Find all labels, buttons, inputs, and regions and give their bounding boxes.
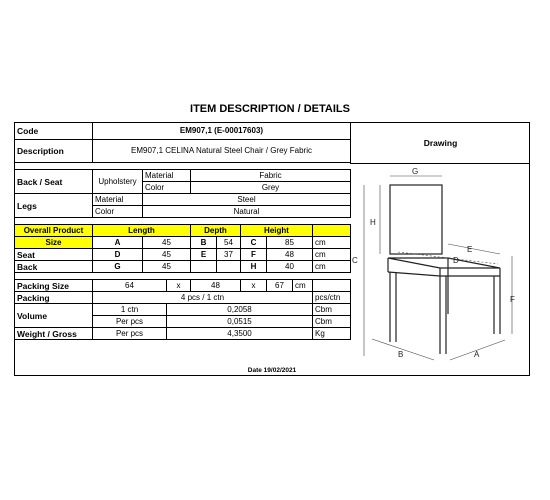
code-label: Code	[15, 123, 93, 140]
overall-unit: cm	[313, 237, 351, 249]
dim-c-letter: C	[241, 237, 267, 249]
volume-ctn-row	[15, 304, 351, 316]
overall-values-row	[15, 237, 351, 249]
weight-unit: Kg	[313, 328, 351, 340]
overall-label-line2: Size	[15, 237, 93, 249]
dim-g-value: 45	[143, 261, 191, 273]
seat-unit: cm	[313, 249, 351, 261]
back-seat-material-label: Material	[143, 170, 191, 182]
packing-size-length: 64	[93, 280, 167, 292]
legs-material-value: Steel	[143, 194, 351, 206]
description-row	[15, 140, 351, 163]
packing-label: Packing	[15, 292, 93, 304]
drawing-letter-d: D	[453, 256, 459, 265]
packing-size-row	[15, 280, 351, 292]
upholstery-label: Upholstery	[93, 170, 143, 194]
dim-b-value: 54	[217, 237, 241, 249]
packing-value: 4 pcs / 1 ctn	[93, 292, 313, 304]
packing-size-label: Packing Size	[15, 280, 93, 292]
legs-color-value: Natural	[143, 206, 351, 218]
back-seat-label: Back / Seat	[15, 170, 93, 194]
packing-size-x2: x	[241, 280, 267, 292]
overall-header-row	[15, 225, 351, 237]
dim-c-value: 85	[267, 237, 313, 249]
drawing-letter-e: E	[467, 245, 473, 254]
dim-b-letter: B	[191, 237, 217, 249]
drawing-letter-h: H	[370, 218, 376, 227]
dim-f-letter: F	[241, 249, 267, 261]
packing-size-x1: x	[167, 280, 191, 292]
volume-ctn-unit: Cbm	[313, 304, 351, 316]
spec-table	[14, 122, 351, 340]
dim-e-letter: E	[191, 249, 217, 261]
dim-h-letter: H	[241, 261, 267, 273]
drawing-letter-b: B	[398, 350, 404, 359]
legs-color-label: Color	[93, 206, 143, 218]
dim-d-value: 45	[143, 249, 191, 261]
legs-material-label: Material	[93, 194, 143, 206]
seat-row	[15, 249, 351, 261]
seat-label: Seat	[15, 249, 93, 261]
packing-size-height: 67	[267, 280, 293, 292]
dim-e-value: 37	[217, 249, 241, 261]
drawing-letter-a: A	[474, 350, 480, 359]
volume-pcs-unit: Cbm	[313, 316, 351, 328]
dim-a-value: 45	[143, 237, 191, 249]
dim-h-value: 40	[267, 261, 313, 273]
volume-ctn-label: 1 ctn	[93, 304, 167, 316]
chair-outline	[388, 185, 500, 354]
drawing-letter-f: F	[510, 295, 515, 304]
volume-ctn-value: 0,2058	[167, 304, 313, 316]
dim-d-letter: D	[93, 249, 143, 261]
volume-pcs-value: 0,0515	[167, 316, 313, 328]
description-value: EM907,1 CELINA Natural Steel Chair / Grey Fabric	[93, 140, 351, 163]
dim-g-letter: G	[93, 261, 143, 273]
dim-a-letter: A	[93, 237, 143, 249]
code-row	[15, 123, 351, 140]
legs-material-row	[15, 194, 351, 206]
date-footer: Date 19/02/2021	[247, 367, 297, 374]
height-label: Height	[241, 225, 313, 237]
weight-row	[15, 328, 351, 340]
weight-label: Weight / Gross	[15, 328, 93, 340]
depth-label: Depth	[191, 225, 241, 237]
packing-row	[15, 292, 351, 304]
overall-label-line1: Overall Product	[15, 225, 93, 237]
weight-value: 4,3500	[167, 328, 313, 340]
dim-f-value: 48	[267, 249, 313, 261]
volume-pcs-label: Per pcs	[93, 316, 167, 328]
volume-label: Volume	[15, 304, 93, 328]
back-seat-material-value: Fabric	[191, 170, 351, 182]
code-value: EM907,1 (E-00017603)	[93, 123, 351, 140]
packing-size-width: 48	[191, 280, 241, 292]
back-label: Back	[15, 261, 93, 273]
back-seat-color-label: Color	[143, 182, 191, 194]
packing-size-unit: cm	[293, 280, 313, 292]
weight-per-label: Per pcs	[93, 328, 167, 340]
legs-label: Legs	[15, 194, 93, 218]
page-title: ITEM DESCRIPTION / DETAILS	[190, 103, 350, 115]
back-row	[15, 261, 351, 273]
back-seat-color-value: Grey	[191, 182, 351, 194]
drawing-label: Drawing	[350, 122, 530, 164]
chair-drawing	[350, 164, 530, 364]
back-seat-material-row	[15, 170, 351, 182]
back-unit: cm	[313, 261, 351, 273]
description-label: Description	[15, 140, 93, 163]
drawing-letter-c: C	[352, 256, 358, 265]
length-label: Length	[93, 225, 191, 237]
packing-unit: pcs/ctn	[313, 292, 351, 304]
drawing-letter-g: G	[412, 167, 419, 176]
